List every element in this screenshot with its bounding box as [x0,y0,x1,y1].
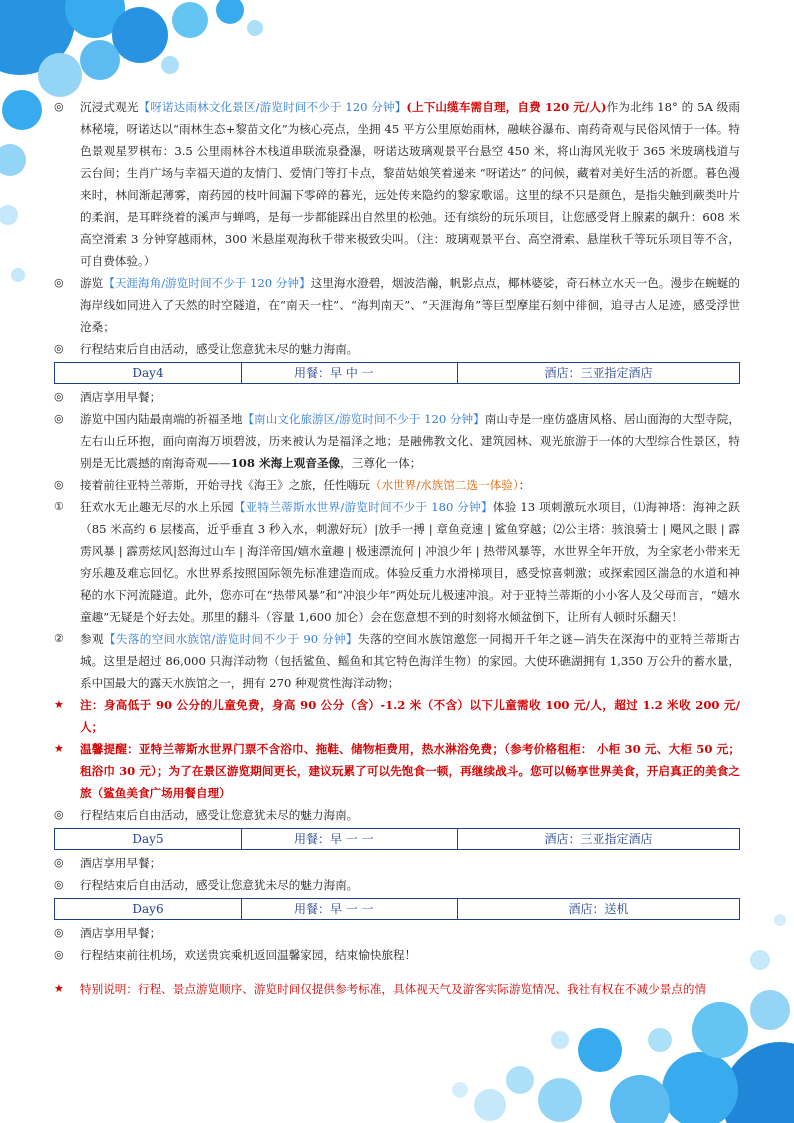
text-segment: ，三尊化一体； [340,456,422,470]
hotel-info: 酒店：三亚指定酒店 [544,832,653,846]
itinerary-content [54,96,740,1000]
item-text [80,944,740,966]
day-header-row [54,828,740,850]
itinerary-item [54,804,740,826]
hotel-info: 酒店：三亚指定酒店 [544,366,653,380]
item-text [80,628,740,694]
text-segment: 【失落的空间水族馆/游览时间不少于 90 分钟】 [103,632,359,646]
text-segment: 特别说明：行程、景点游览顺序、游览时间仅提供参考标准，具体视天气及游客实际游览情况、我社有权在不减少景点的情 [80,982,707,996]
text-segment: 行程结束后自由活动，感受让您意犹未尽的魅力海南。 [80,342,359,356]
text-segment: 游览 [80,276,104,290]
text-segment: 【呀诺达雨林文化景区/游览时间不少于 120 分钟】 [138,100,407,114]
item-text [80,272,740,338]
text-segment: 失落的空间水族馆邀您一同揭开千年之谜—消失在深海中的亚特兰蒂斯古城。这里是超过 86,000 只海洋动物（包括鲨鱼、鳐鱼和其它特色海洋生物）的家园。大使环礁湖拥有 1,350 万公升的蓄水量，系中国最大的露天水族馆之一，拥有 270 种观赏性海洋动物； [80,632,740,690]
itinerary-item [54,978,740,1000]
itinerary-item [54,386,740,408]
bullet-icon: ◎ [54,276,64,289]
item-text [80,978,740,1000]
text-segment: 酒店享用早餐； [80,926,162,940]
day-header-row [54,362,740,384]
bullet-icon: ◎ [54,948,64,961]
star-bullet-icon: ★ [54,982,64,995]
itinerary-item [54,738,740,804]
text-segment: 酒店享用早餐； [80,856,162,870]
spacer [54,966,740,978]
itinerary-item [54,694,740,738]
day-label: Day6 [55,899,242,919]
itinerary-item [54,852,740,874]
item-text [80,852,740,874]
bullet-icon: ◎ [54,808,64,821]
bullet-icon: ◎ [54,100,64,113]
item-text [80,338,740,360]
hotel-info: 酒店：送机 [568,902,629,916]
text-segment: 行程结束后自由活动，感受让您意犹未尽的魅力海南。 [80,878,359,892]
text-segment: 游览中国内陆最南端的祈福圣地 [80,412,243,426]
bullet-icon: ◎ [54,390,64,403]
text-segment: 行程结束后自由活动，感受让您意犹未尽的魅力海南。 [80,808,359,822]
bullet-icon: ◎ [54,412,64,425]
item-text [80,922,740,944]
star-bullet-icon: ★ [54,742,64,755]
text-segment: 这里海水澄碧，烟波浩瀚，帆影点点，椰林婆娑，奇石林立水天一色。漫步在蜿蜒的海岸线如同进入了天然的时空隧道，在“南天一柱”、“海判南天”、“天涯海角”等巨型摩崖石刻中徘徊，追寻古人足迹，感受浮世沧桑； [80,276,740,334]
text-segment: 南山寺是一座仿盛唐风格、居山面海的大型寺院，左右山丘环抱，面向南海万顷碧波，历来被认为是福泽之地；是融佛教文化、建筑园林、观光旅游于一体的大型综合性景区，特别是无比震撼的南海奇观—— [80,412,740,470]
text-segment: （水世界/水族馆二选一体验） [369,478,519,492]
text-segment: 行程结束前往机场，欢送贵宾乘机返回温馨家园，结束愉快旅程！ [80,948,417,962]
bullet-icon: ◎ [54,926,64,939]
text-segment: 沉浸式观光 [80,100,139,114]
text-segment: (上下山缆车需自理，自费 120 元/人) [406,100,607,114]
text-segment: 【南山文化旅游区/游览时间不少于 120 分钟】 [242,412,485,426]
text-segment: 参观 [80,632,104,646]
item-text [80,96,740,272]
meal-info: 用餐：早 一 一 [242,899,458,919]
itinerary-item [54,96,740,272]
day-label: Day4 [55,363,242,383]
itinerary-item [54,496,740,628]
bullet-icon: ◎ [54,478,64,491]
text-segment: 体验 13 项刺激玩水项目，⑴海神塔：海神之跃（85 米高约 6 层楼高，近乎垂直 3 秒入水，刺激好玩）|放手一搏 | 章鱼竞速 | 鲨鱼穿越；⑵公主塔：骇浪骑士 | 飓风之眼 | 霹雳风暴 | 霹雳炫风|怒海过山车 | 海洋帝国/嬉水童趣 | 极速漂流何 | 冲浪少年 | 热带风暴等，水世界全年开放，为全家老小带来无穷乐趣及难忘回忆。水世界系按照国际领先标准建造而成。体验反重力水滑梯项目，感受惊喜刺激；或探索园区湍急的水道和神秘的水下河流隧道。此外，您亦可在“热带风暴”和“冲浪少年”两处玩儿极速冲浪。对于亚特兰蒂斯的小小客人及父母而言，“嬉水童趣”无疑是个好去处。那里的翻斗（容量 1,600 加仑）会在您意想不到的时刻将水倾盆倒下，让所有人顿时乐翻天！ [80,500,740,624]
meal-info: 用餐：早 一 一 [242,829,458,849]
item-text [80,474,740,496]
meal-info: 用餐：早 中 一 [242,363,458,383]
itinerary-item [54,272,740,338]
itinerary-item [54,338,740,360]
item-text [80,694,740,738]
bullet-icon: ② [54,632,64,645]
text-segment: 108 米海上观音圣像 [230,456,341,470]
itinerary-item [54,944,740,966]
text-segment: 注：身高低于 90 公分的儿童免费，身高 90 公分（含）-1.2 米（不含）以下儿童需收 100 元/人，超过 1.2 米收 200 元/人； [80,698,740,734]
text-segment: 酒店享用早餐； [80,390,162,404]
text-segment: ： [518,478,531,492]
itinerary-item [54,408,740,474]
text-segment: 【亚特兰蒂斯水世界/游览时间不少于 180 分钟】 [233,500,493,514]
text-segment: 【天涯海角/游览时间不少于 120 分钟】 [103,276,311,290]
text-segment: 接着前往亚特兰蒂斯，开始寻找《海王》之旅，任性嗨玩 [80,478,370,492]
itinerary-item [54,922,740,944]
item-text [80,386,740,408]
text-segment: 温馨提醒：亚特兰蒂斯水世界门票不含浴巾、拖鞋、储物柜费用，热水淋浴免费；（参考价格租柜： 小柜 30 元、大柜 50 元；租浴巾 30 元）；为了在景区游览期间更长，建议玩累了可以先饱食一顿，再继续战斗。您可以畅享世界美食，开启真正的美食之旅（鲨鱼美食广场用餐自理） [80,742,740,800]
bullet-icon: ① [54,500,64,513]
item-text [80,408,740,474]
day-header-row [54,898,740,920]
bullet-icon: ◎ [54,856,64,869]
itinerary-item [54,474,740,496]
item-text [80,496,740,628]
item-text [80,874,740,896]
item-text [80,738,740,804]
text-segment: 作为北纬 18° 的 5A 级雨林秘境，呀诺达以“雨林生态+黎苗文化”为核心亮点，坐拥 45 平方公里原始雨林，融峡谷瀑布、南药奇观与民俗风情于一体。特色景观星罗棋布：3.5 公里雨林谷木栈道串联流泉叠瀑，呀诺达玻璃观景平台悬空 450 米，将山海风光收于 365 米玻璃栈道与云台间；生肖广场与幸福天道的友情门、爱情门等打卡点，黎苗姑娘笑着递来 “呀诺达” 的问候，藏着对美好生活的祈愿。暮色漫来时，林间渐起薄雾，南药园的枝叶间漏下零碎的暮光，远处传来隐约的黎家歌谣。这里的绿不只是颜色，是指尖触到蕨类叶片的柔润，是耳畔绕着的溪声与蝉鸣，是每一步都能踩出自然里的松弛。还有缤纷的玩乐项目，让您感受肾上腺素的飙升：608 米高空滑索 3 分钟穿越雨林，300 米悬崖观海秋千带来极致尖叫。（注：玻璃观景平台、高空滑索、悬崖秋千等玩乐项目等不含，可自费体验。） [80,100,740,268]
bullet-icon: ◎ [54,878,64,891]
itinerary-item [54,628,740,694]
item-text [80,804,740,826]
day-label: Day5 [55,829,242,849]
star-bullet-icon: ★ [54,698,64,711]
bullet-icon: ◎ [54,342,64,355]
itinerary-item [54,874,740,896]
text-segment: 狂欢水无止趣无尽的水上乐园 [80,500,234,514]
